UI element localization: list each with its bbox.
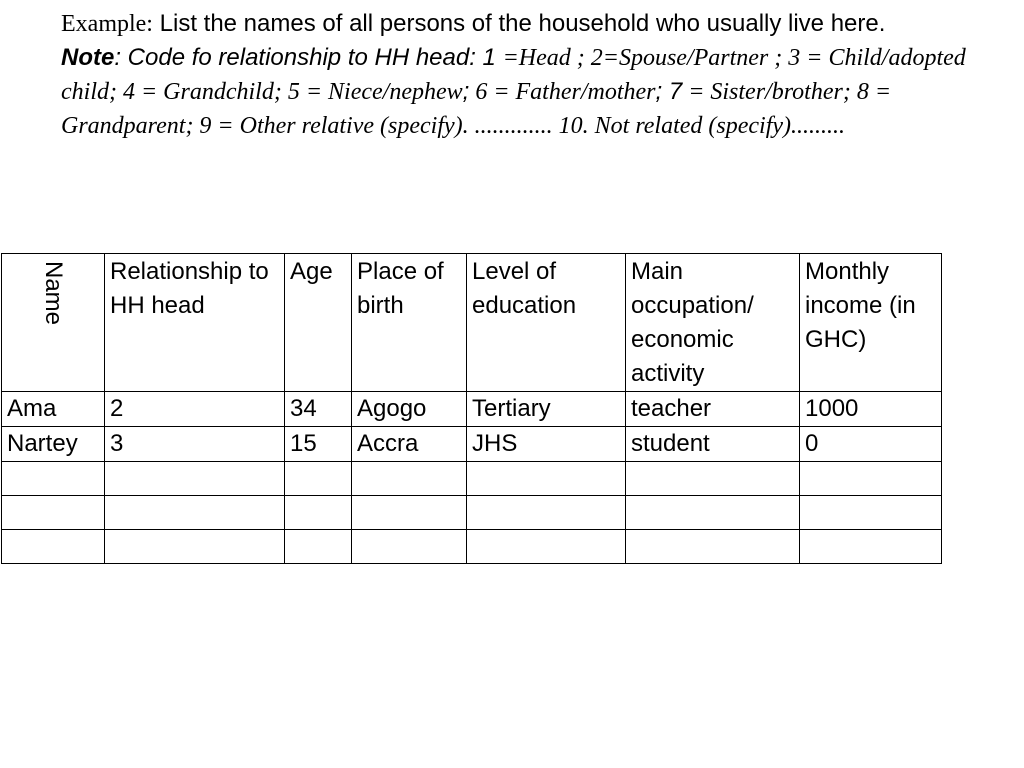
table-row-empty <box>2 530 942 564</box>
cell-education: Tertiary <box>467 392 626 427</box>
header-relationship: Relationship to HH head <box>105 254 285 392</box>
cell-occupation <box>626 462 800 496</box>
cell-relationship <box>105 530 285 564</box>
relationship-codes-part2: 6 = Father/mother <box>469 79 656 105</box>
header-occupation: Main occupation/ economic activity <box>626 254 800 392</box>
cell-relationship <box>105 462 285 496</box>
cell-age: 34 <box>285 392 352 427</box>
cell-place-of-birth: Agogo <box>352 392 467 427</box>
cell-education: JHS <box>467 427 626 462</box>
cell-occupation <box>626 496 800 530</box>
cell-name: Ama <box>2 392 105 427</box>
header-income: Monthly income (in GHC) <box>800 254 942 392</box>
instructions-paragraph <box>61 7 991 143</box>
cell-name <box>2 530 105 564</box>
note-intro: : Code fo relationship to HH head: 1 <box>114 44 503 71</box>
example-text: List the names of all persons of the household who usually live here. <box>152 10 886 37</box>
cell-occupation: teacher <box>626 392 800 427</box>
header-place-of-birth: Place of birth <box>352 254 467 392</box>
codes-separator-1: ; <box>462 78 470 105</box>
cell-age <box>285 462 352 496</box>
relationship-codes-part3: = Sister/brother; 8 = Grandparent; 9 = Other relative (specify). ............. 10. Not related (specify)......... <box>61 79 892 139</box>
cell-income: 1000 <box>800 392 942 427</box>
cell-name <box>2 496 105 530</box>
table-row <box>2 392 942 427</box>
cell-income <box>800 462 942 496</box>
header-name-label: Name <box>40 261 67 326</box>
cell-relationship: 3 <box>105 427 285 462</box>
cell-age: 15 <box>285 427 352 462</box>
cell-education <box>467 462 626 496</box>
cell-relationship <box>105 496 285 530</box>
cell-place-of-birth <box>352 462 467 496</box>
table-header-row <box>2 254 942 392</box>
header-age: Age <box>285 254 352 392</box>
relationship-codes-part1: =Head ; 2=Spouse/Partner ; 3 = Child/adopted child; 4 = Grandchild; 5 = Niece/nephew <box>61 45 966 105</box>
header-name <box>2 254 105 392</box>
cell-name: Nartey <box>2 427 105 462</box>
table-row-empty <box>2 496 942 530</box>
cell-place-of-birth: Accra <box>352 427 467 462</box>
cell-occupation <box>626 530 800 564</box>
note-label: Note <box>61 44 115 71</box>
header-education: Level of education <box>467 254 626 392</box>
cell-age <box>285 530 352 564</box>
example-label: Example: <box>61 11 153 37</box>
cell-education <box>467 530 626 564</box>
cell-place-of-birth <box>352 530 467 564</box>
table-row-empty <box>2 462 942 496</box>
cell-income <box>800 496 942 530</box>
cell-income: 0 <box>800 427 942 462</box>
codes-separator-2: ; 7 <box>655 78 683 105</box>
cell-relationship: 2 <box>105 392 285 427</box>
cell-place-of-birth <box>352 496 467 530</box>
cell-name <box>2 462 105 496</box>
cell-age <box>285 496 352 530</box>
cell-education <box>467 496 626 530</box>
cell-income <box>800 530 942 564</box>
table-row <box>2 427 942 462</box>
cell-occupation: student <box>626 427 800 462</box>
household-members-table <box>1 253 942 564</box>
